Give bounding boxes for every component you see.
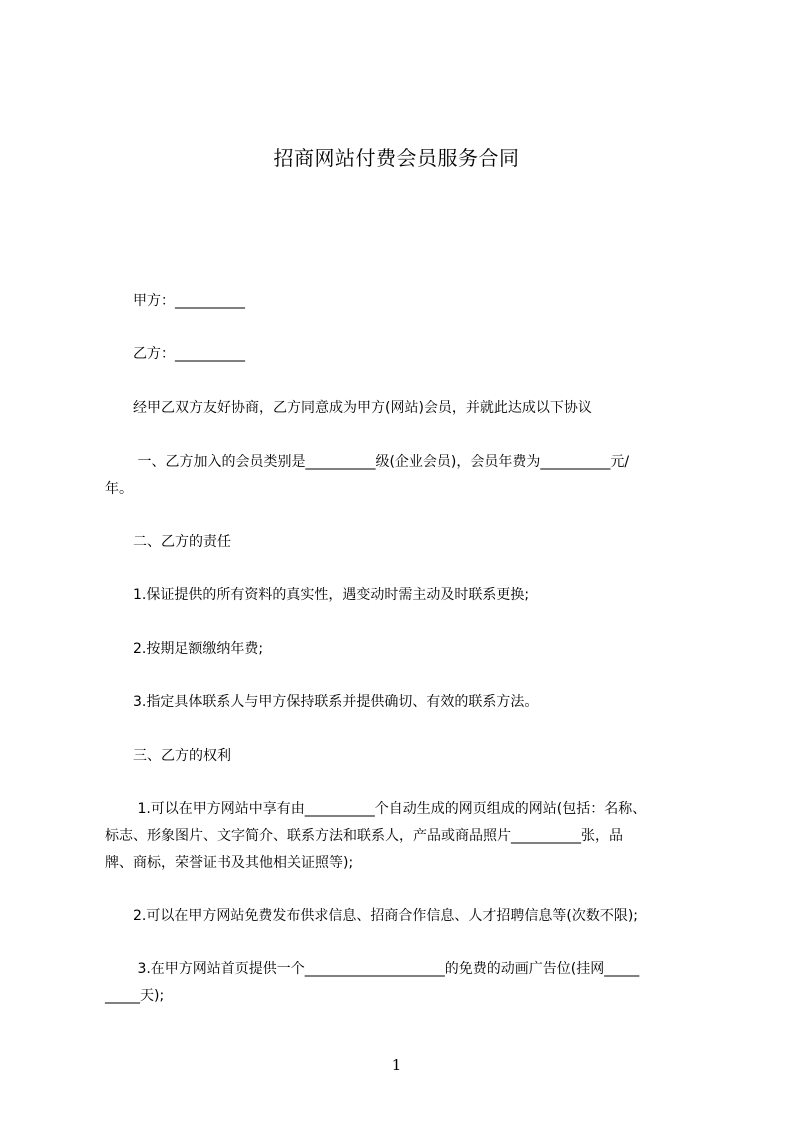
right-1-line-1: 1.可以在甲方网站中享有由__________个自动生成的网页组成的网站(包括：名称、 — [105, 801, 647, 817]
party-a-line: 甲方：__________ — [105, 293, 245, 309]
party-b-line: 乙方：__________ — [105, 346, 245, 362]
duty-3: 3.指定具体联系人与甲方保持联系并提供确切、有效的联系方法。 — [105, 694, 539, 710]
clause-1-line-2: 年。 — [105, 481, 133, 497]
section-2-heading: 二、乙方的责任 — [105, 534, 231, 550]
right-1-line-2: 标志、形象图片、文字简介、联系方法和联系人，产品或商品照片__________张，品 — [105, 828, 623, 844]
preamble-paragraph: 经甲乙双方友好协商，乙方同意成为甲方(网站)会员，并就此达成以下协议 — [105, 400, 592, 416]
document-title: 招商网站付费会员服务合同 — [273, 146, 520, 170]
right-1-line-3: 牌、商标，荣誉证书及其他相关证照等); — [105, 855, 354, 871]
right-3-line-2: _____天); — [105, 988, 165, 1004]
duty-2: 2.按期足额缴纳年费; — [105, 641, 264, 657]
section-3-heading: 三、乙方的权利 — [105, 748, 231, 764]
right-2: 2.可以在甲方网站免费发布供求信息、招商合作信息、人才招聘信息等(次数不限); — [105, 908, 638, 924]
clause-1-line-1: 一、乙方加入的会员类别是__________级(企业会员)，会员年费为__________元/ — [105, 454, 630, 470]
duty-1: 1.保证提供的所有资料的真实性，遇变动时需主动及时联系更换; — [105, 587, 530, 603]
right-3-line-1: 3.在甲方网站首页提供一个____________________的免费的动画广告位(挂网_____ — [105, 961, 640, 977]
page-number: 1 — [391, 1056, 402, 1074]
